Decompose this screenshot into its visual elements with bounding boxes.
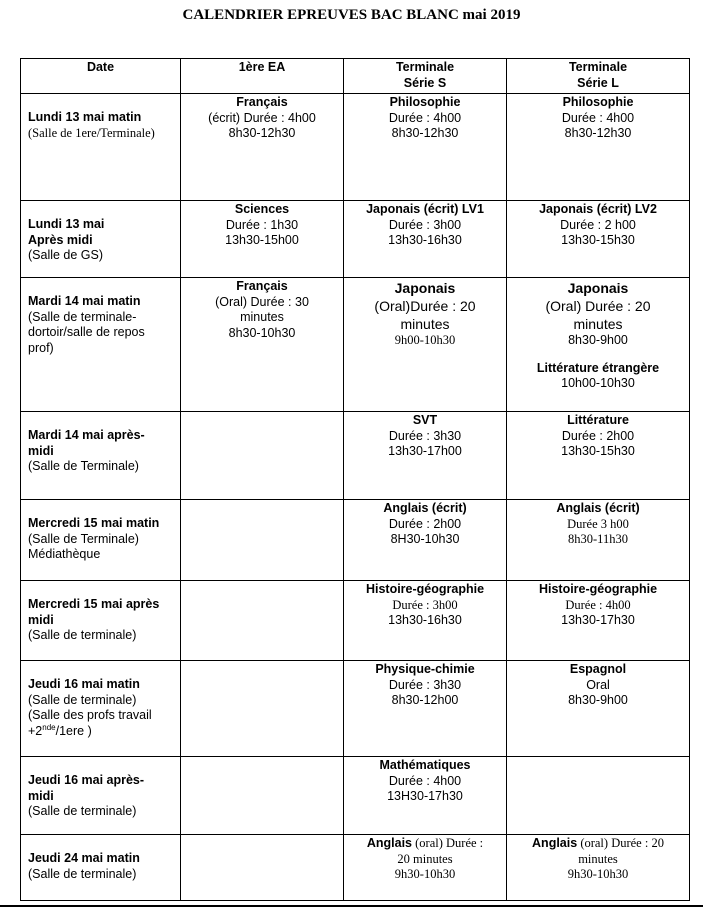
exam-cell: Histoire-géographie Durée : 3h00 13h30-16h30 — [344, 581, 507, 661]
date-cell: Mardi 14 mai après- midi (Salle de Terminale) — [21, 412, 181, 500]
exam-cell: Sciences Durée : 1h30 13h30-15h00 — [181, 201, 344, 278]
table-row — [21, 94, 690, 201]
exam-cell-empty — [507, 757, 690, 835]
exam-cell: Anglais (oral) Durée : 20 minutes 9h30-10h30 — [507, 835, 690, 901]
exam-cell: Physique-chimie Durée : 3h30 8h30-12h00 — [344, 661, 507, 757]
exam-cell: Philosophie Durée : 4h00 8h30-12h30 — [507, 94, 690, 201]
exam-cell: Anglais (oral) Durée : 20 minutes 9h30-10h30 — [344, 835, 507, 901]
exam-cell-empty — [181, 500, 344, 581]
exam-cell-empty — [181, 581, 344, 661]
header-1ere-ea: 1ère EA — [181, 59, 344, 94]
date-cell: Lundi 13 mai Après midi (Salle de GS) — [21, 201, 181, 278]
exam-cell: Espagnol Oral 8h30-9h00 — [507, 661, 690, 757]
header-row — [21, 59, 690, 94]
date-cell: Mercredi 15 mai matin (Salle de Terminale) Médiathèque — [21, 500, 181, 581]
date-cell: Mercredi 15 mai après midi (Salle de terminale) — [21, 581, 181, 661]
exam-cell: Mathématiques Durée : 4h00 13H30-17h30 — [344, 757, 507, 835]
table-row — [21, 500, 690, 581]
exam-cell: Littérature Durée : 2h00 13h30-15h30 — [507, 412, 690, 500]
exam-cell: Japonais (écrit) LV2 Durée : 2 h00 13h30-15h30 — [507, 201, 690, 278]
date-cell: Mardi 14 mai matin (Salle de terminale- dortoir/salle de repos prof) — [21, 278, 181, 412]
exam-cell: Français (Oral) Durée : 30 minutes 8h30-10h30 — [181, 278, 344, 412]
header-date: Date — [21, 59, 181, 94]
page-title: CALENDRIER EPREUVES BAC BLANC mai 2019 — [182, 7, 521, 23]
exam-cell-empty — [181, 757, 344, 835]
table-row — [21, 278, 690, 412]
exam-cell: Français (écrit) Durée : 4h00 8h30-12h30 — [181, 94, 344, 201]
table-row — [21, 757, 690, 835]
exam-cell-empty — [181, 661, 344, 757]
header-terminale-l: Terminale Série L — [507, 59, 690, 94]
exam-cell: Japonais (Oral) Durée : 20 minutes 8h30-9h00 Littérature étrangère 10h00-10h30 — [507, 278, 690, 412]
table-row — [21, 661, 690, 757]
exam-cell: SVT Durée : 3h30 13h30-17h00 — [344, 412, 507, 500]
table-row — [21, 412, 690, 500]
page-bottom-rule — [0, 905, 703, 907]
table-row — [21, 835, 690, 901]
table-row — [21, 201, 690, 278]
exam-cell: Anglais (écrit) Durée : 2h00 8H30-10h30 — [344, 500, 507, 581]
exam-cell: Japonais (Oral)Durée : 20 minutes 9h00-10h30 — [344, 278, 507, 412]
date-cell: Jeudi 24 mai matin (Salle de terminale) — [21, 835, 181, 901]
exam-cell: Anglais (écrit) Durée 3 h00 8h30-11h30 — [507, 500, 690, 581]
exam-cell: Japonais (écrit) LV1 Durée : 3h00 13h30-16h30 — [344, 201, 507, 278]
date-cell: Jeudi 16 mai après- midi (Salle de terminale) — [21, 757, 181, 835]
date-cell: Jeudi 16 mai matin (Salle de terminale) (Salle des profs travail +2nde/1ere ) — [21, 661, 181, 757]
exam-cell-empty — [181, 412, 344, 500]
exam-schedule-table — [20, 58, 690, 901]
exam-cell: Histoire-géographie Durée : 4h00 13h30-17h30 — [507, 581, 690, 661]
header-terminale-s: Terminale Série S — [344, 59, 507, 94]
exam-cell-empty — [181, 835, 344, 901]
date-cell: Lundi 13 mai matin (Salle de 1ere/Terminale) — [21, 94, 181, 201]
table-row — [21, 581, 690, 661]
exam-cell: Philosophie Durée : 4h00 8h30-12h30 — [344, 94, 507, 201]
